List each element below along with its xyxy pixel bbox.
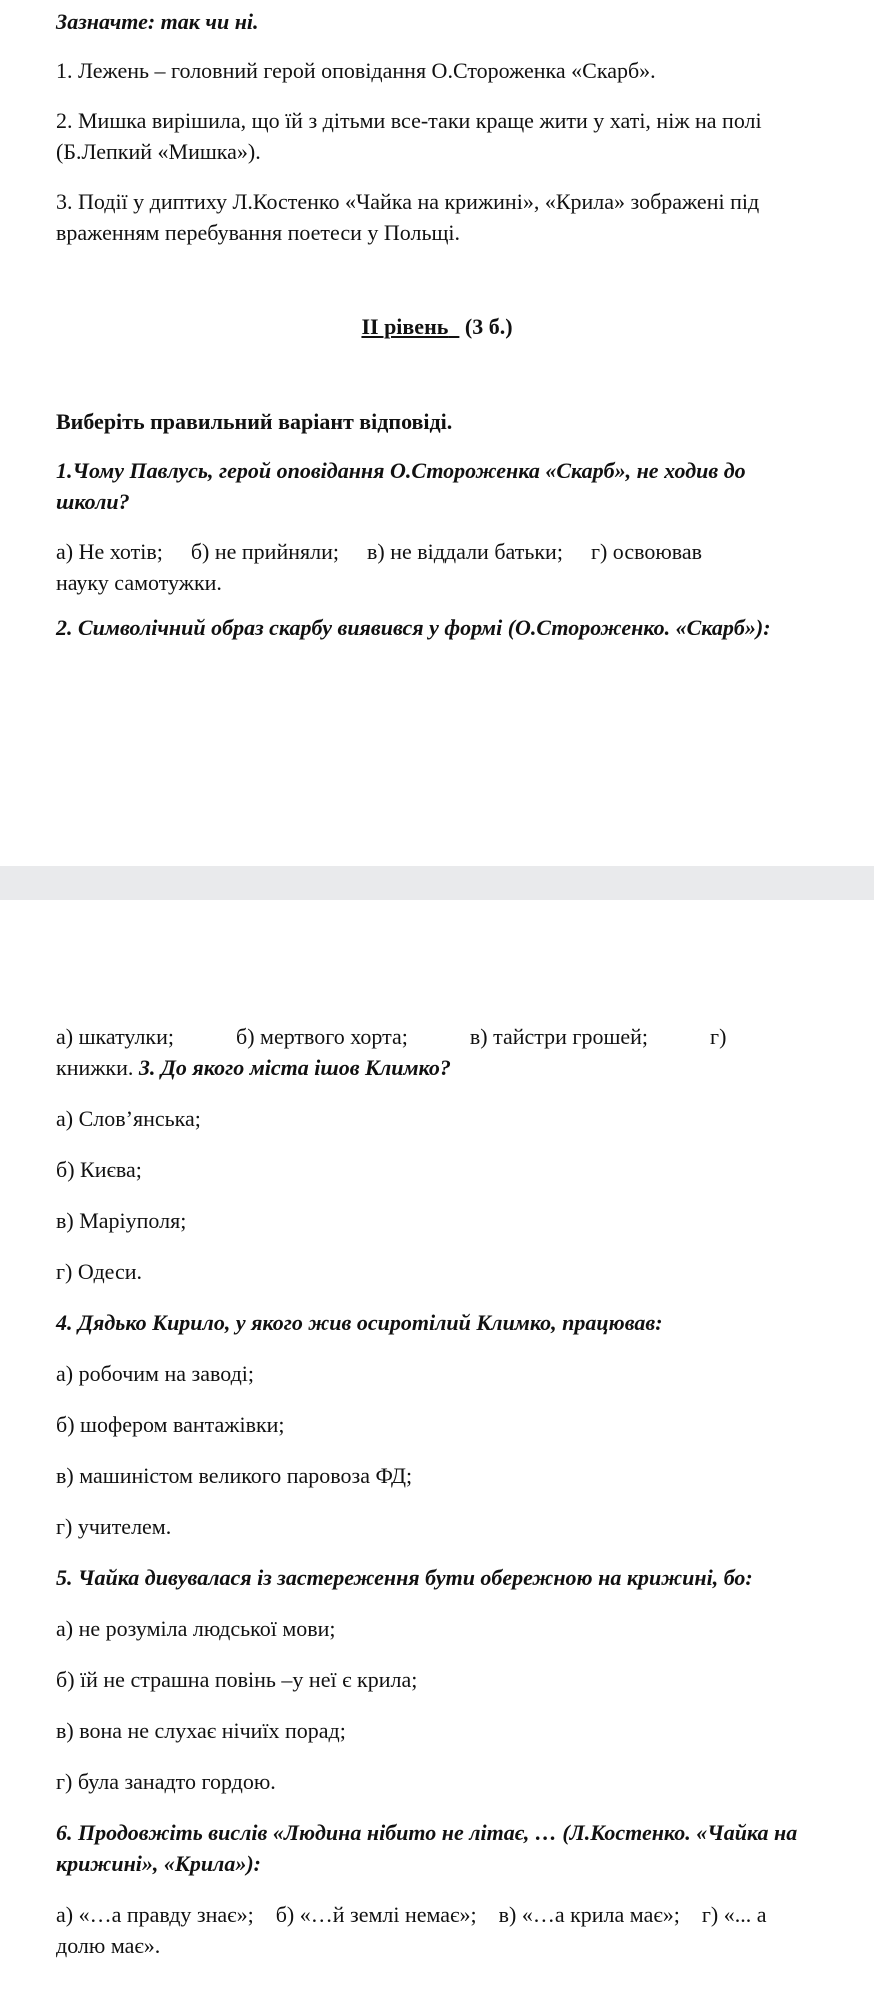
question-6: 6. Продовжіть вислів «Людина нібито не літає, … (Л.Костенко. «Чайка на крижині», «Крила»): xyxy=(56,1820,798,1876)
q2-option-b: б) мертвого хорта; xyxy=(236,1024,408,1049)
q6-option-d-cont: долю має». xyxy=(56,1933,161,1958)
question-1: 1.Чому Павлусь, герой оповідання О.Стороженка «Скарб», не ходив до школи? xyxy=(56,458,746,514)
document-page-1 xyxy=(0,0,874,866)
q4-option-c: в) машиністом великого паровоза ФД; xyxy=(56,1463,413,1488)
q5-option-d: г) була занадто гордою. xyxy=(56,1769,276,1794)
level-heading xyxy=(56,311,818,342)
q5-option-a: а) не розуміла людської мови; xyxy=(56,1616,336,1641)
q5-option-b: б) їй не страшна повінь –у неї є крила; xyxy=(56,1667,418,1692)
true-false-heading: Зазначте: так чи ні. xyxy=(56,9,259,34)
q3-option-a: а) Слов’янська; xyxy=(56,1106,201,1131)
q6-option-d: г) «... а xyxy=(701,1902,767,1927)
q5-option-c: в) вона не слухає нічиїх порад; xyxy=(56,1718,346,1743)
q3-option-d: г) Одеси. xyxy=(56,1259,142,1284)
q6-option-c: в) «…а крила має»; xyxy=(498,1902,680,1927)
q2-option-c: в) тайстри грошей; xyxy=(469,1024,649,1049)
q3-option-c: в) Маріуполя; xyxy=(56,1208,187,1233)
instruction: Виберіть правильний варіант відповіді. xyxy=(56,409,453,434)
q6-option-a: а) «…а правду знає»; xyxy=(56,1902,254,1927)
question-5: 5. Чайка дивувалася із застереження бути обережною на крижині, бо: xyxy=(56,1565,753,1590)
q6-option-b: б) «…й землі немає»; xyxy=(275,1902,477,1927)
page-1-content xyxy=(56,6,818,643)
q2-option-d-cont: книжки. xyxy=(56,1055,134,1080)
q2-option-d: г) xyxy=(710,1024,727,1049)
level-points: (3 б.) xyxy=(464,314,513,339)
question-3: 3. До якого міста ішов Климко? xyxy=(138,1055,451,1080)
question-2-last-and-q3 xyxy=(56,1052,818,1083)
statement-1: 1. Лежень – головний герой оповідання О.Стороженка «Скарб». xyxy=(56,58,656,83)
q2-option-a: а) шкатулки; xyxy=(56,1024,174,1049)
q1-option-d-cont: науку самотужки. xyxy=(56,570,222,595)
statement-2: 2. Мишка вирішила, що їй з дітьми все-таки краще жити у хаті, ніж на полі (Б.Лепкий «Мишка»). xyxy=(56,108,762,164)
q4-option-a: а) робочим на заводі; xyxy=(56,1361,254,1386)
q3-option-b: б) Києва; xyxy=(56,1157,142,1182)
q1-option-a: а) Не хотів; xyxy=(56,539,163,564)
q4-option-d: г) учителем. xyxy=(56,1514,172,1539)
question-2: 2. Символічний образ скарбу виявився у формі (О.Стороженко. «Скарб»): xyxy=(56,615,771,640)
question-1-options xyxy=(56,536,818,598)
q1-option-c: в) не віддали батьки; xyxy=(366,539,563,564)
page-2-content xyxy=(56,1021,818,1961)
q1-option-b: б) не прийняли; xyxy=(190,539,339,564)
statement-3: 3. Події у диптиху Л.Костенко «Чайка на крижині», «Крила» зображені під враженням перебування поетеси у Польщі. xyxy=(56,189,760,245)
question-4: 4. Дядько Кирило, у якого жив осиротілий Климко, працював: xyxy=(56,1310,663,1335)
q1-option-d: г) освоював xyxy=(590,539,703,564)
q4-option-b: б) шофером вантажівки; xyxy=(56,1412,285,1437)
question-6-options xyxy=(56,1899,818,1961)
document-page-2 xyxy=(0,900,874,2012)
question-2-options xyxy=(56,1021,818,1052)
level-title: ІІ рівень xyxy=(361,314,449,339)
